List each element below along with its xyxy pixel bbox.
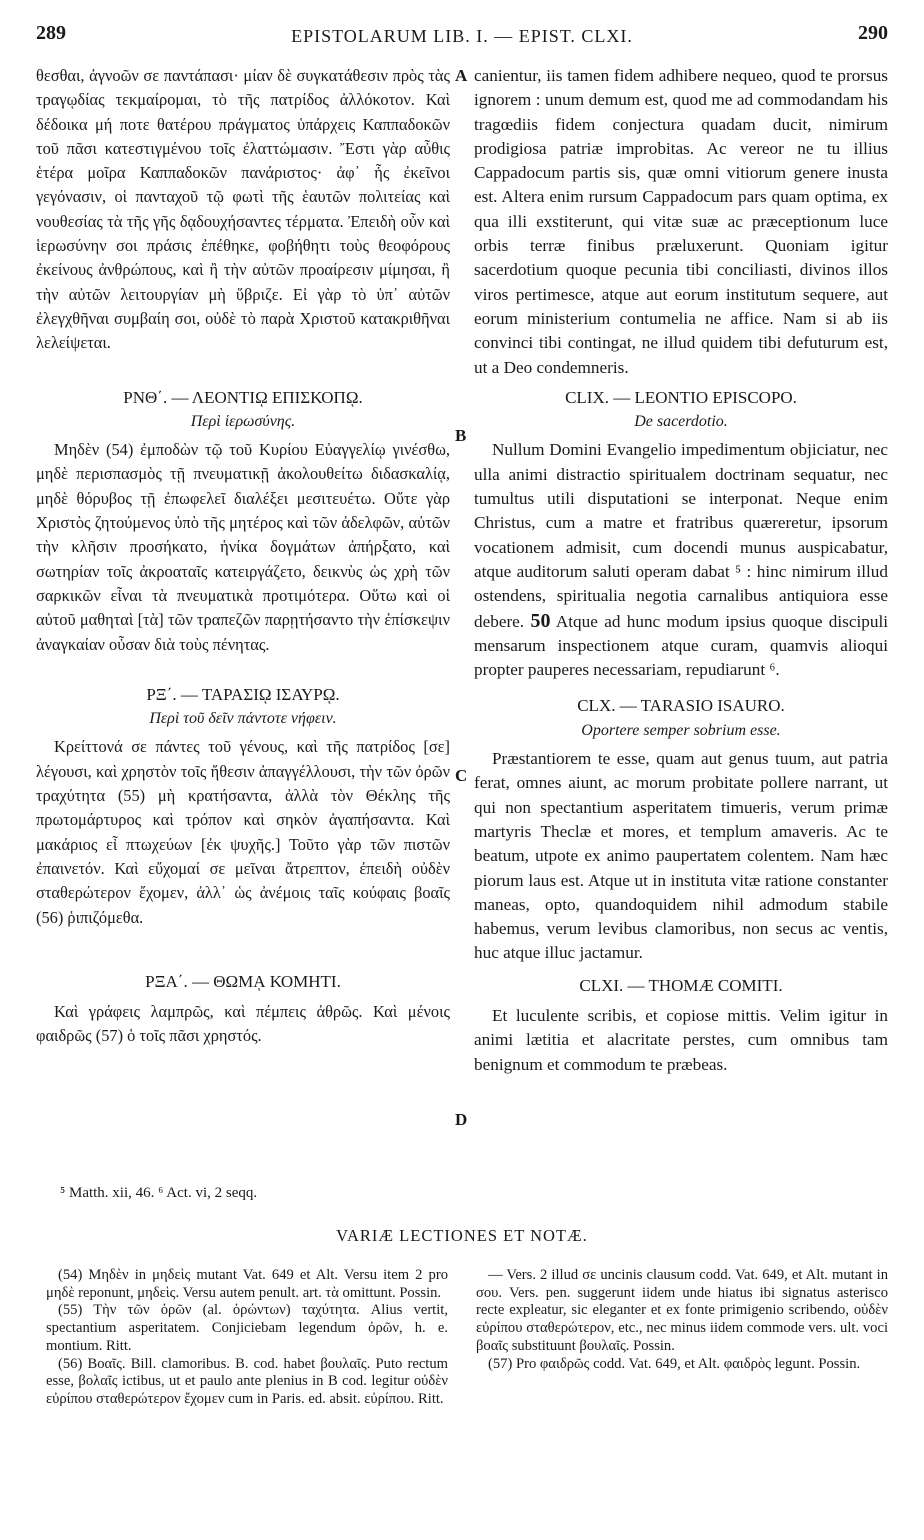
greek-column: [36, 64, 450, 1049]
latin-heading-159: CLIX. — LEONTIO EPISCOPO.: [565, 387, 797, 407]
notes-right-column: [476, 1267, 888, 1373]
latin-letter-159: [474, 438, 888, 682]
scripture-footnotes: ⁵ Matth. xii, 46. ⁶ Act. vi, 2 seqq.: [60, 1185, 258, 1201]
note-55: (55) Τὴν τῶν ὀρῶν (al. ὁρώντων) ταχύτητα. Alius vertit, spectantium asperitatem. Conjiciebam legendum ὀρῶν, h. e. montium. Ritt.: [46, 1302, 448, 1354]
greek-heading-159: ΡΝΘ΄. — ΛΕΟΝΤΙῼ ΕΠΙΣΚΟΠῼ.: [123, 387, 363, 407]
latin-letter-159-part2: Atque ad hunc modum ipsius quoque discipuli mensarum inspectionem atque curam, quamvis alioqui propter pauperes necessariam, repudiarunt ⁶.: [474, 611, 888, 680]
greek-heading-161: ΡΞΑ΄. — ΘΩΜᾼ ΚΟΜΗΤΙ.: [145, 971, 341, 991]
margin-letter-a: A: [455, 66, 468, 85]
latin-subheading-159: De sacerdotio.: [634, 413, 728, 431]
note-56: (56) Βοαῖς. Bill. clamoribus. B. cod. habet βουλαῖς. Puto rectum esse, βολαῖς ictibus, ut et paulo ante plenius in B cod. legitur οὐδὲν εὐρίπου σταθερώτερον ἔχομεν cum in Paris. ed. absit. εὐρίπου. Ritt.: [46, 1355, 448, 1407]
latin-letter-159-part1: Nullum Domini Evangelio impedimentum objiciatur, nec ulla animi distractio spiritualem doctrinam sequatur, nec tumultus utili disputationi se interponat. Neque enim Christus, cum a matre et fratribus quæreretur, ipsorum vocationem admisit, cum docendi munus auspicabatur, atque auditorum saluti operam dabat ⁵ : hinc nimirum illud ostendens, spiritualia negotia carnalibus antiquiora esse debere.: [474, 440, 888, 631]
greek-letter-159: Μηδὲν (54) ἐμποδὼν τῷ τοῦ Κυρίου Εὐαγγελίῳ γινέσθω, μηδὲ περισπασμὸς τῇ πνευματικῇ ἀκολουθείτω διδασκαλίᾳ, μηδὲ θόρυβος τῇ ἐπωφελεῖ διαλέξει μεσιτευέτω. Οὔτε γὰρ Χριστὸς ζητούμενος ὑπὸ τῆς μητέρος καὶ τῶν ἀδελφῶν, αὐτῶν τὴν κλῆσιν προσήκατο, ἡνίκα δογμάτων ἀπήρξατο, καὶ σωτηρίαν τοῖς ἀκροαταῖς κατειργάζετο, δεικνὺς ὡς χρὴ τῶν σαρκικῶν εἶναι τὰ πνευματικὰ προτιμότερα. Οὕτω καὶ οἱ αὐτοῦ μαθηταὶ [τὰ] τῶν τραπεζῶν παρῃτήσαντο τὴν ἐπίσκεψιν ἀναγκαίαν οὖσαν διὰ τοὺς πένητας.: [36, 440, 450, 654]
margin-letter-c: C: [455, 766, 468, 785]
edition-page-marker: 50: [530, 609, 551, 632]
latin-heading-160: CLX. — TARASIO ISAURO.: [577, 696, 785, 716]
greek-heading-160: ΡΞ΄. — ΤΑΡΑΣΙῼ ΙΣΑΥΡῼ.: [146, 684, 340, 704]
page-number-right: 290: [858, 22, 888, 44]
latin-letter-160: Præstantiorem te esse, quam aut genus tuum, aut patria ferat, omnes aiunt, ac morum probitate pollere narrant, ut qui non spectantium asperitatem timueris, verum primæ martyris Theclæ et mores, et templum amaveris. Ac te beatum, utpote ex animo paupertatem colentem. Nam hæc piorum laus est. Atque ut in instituta vitæ ratione constanter maneas, opto, quandoquidem nihil admodum stabile habemus, verum levibus clamoribus, non secus ac ventis, huc atque illuc jactamur.: [474, 749, 888, 963]
latin-heading-161: CLXI. — THOMÆ COMITI.: [579, 975, 783, 995]
margin-letter-d: D: [455, 1110, 468, 1129]
greek-subheading-159: Περὶ ἱερωσύνης.: [190, 412, 296, 430]
notes-title: VARIÆ LECTIONES ET NOTÆ.: [336, 1226, 588, 1245]
latin-letter-161: Et luculente scribis, et copiose mittis. Velim igitur in animi lætitia et alacritate perstes, cum omnibus tam benignum et commodum te præbeas.: [474, 1005, 888, 1074]
page-number-left: 289: [36, 22, 66, 44]
running-header: [36, 22, 888, 52]
note-vers: — Vers. 2 illud σε uncinis clausum codd. Vat. 649, et Alt. mutant in σου. Vers. pen. suggerunt iidem unde hiatus ibi signatus asterisco recte expleatur, sic eleganter et ex fonte primigenio scribendo, οὐδὲν εὐρίπου σταθερώτερον, etc., nec minus iidem commode vers. ult. voci βοαῖς substituunt βουλαῖς. Possin.: [476, 1267, 888, 1354]
notes-left-column: [46, 1267, 448, 1409]
latin-subheading-160: Oportere semper sobrium esse.: [581, 721, 781, 739]
greek-letter-161: Καὶ γράφεις λαμπρῶς, καὶ πέμπεις ἀθρῶς. Καὶ μένοις φαιδρῶς (57) ὁ τοῖς πᾶσι χρηστός.: [36, 1002, 450, 1046]
latin-column: [474, 64, 888, 1077]
margin-letter-b: B: [455, 426, 467, 445]
greek-letter-cont: θεσθαι, ἀγνοῶν σε παντάπασι· μίαν δὲ συγκατάθεσιν πρὸς τὰς τραγῳδίας τεκμαίρομαι, τὸ τῆς πατρίδος ἀλλόκοτον. Καὶ δέδοικα μή ποτε θατέρου πράγματος ὑπάρχεις Καππαδοκῶν τοῦ πᾶσι κατεστιγμένου τοῖς ἐλαττώμασιν. Ἔστι γὰρ αὖθις ἑτέρα μοῖρα Καππαδοκῶν πανάριστος· ἀφ᾽ ἧς ἐκεῖνοι γεγόνασιν, οἱ πανταχοῦ τῷ φωτὶ τῆς ἑαυτῶν πολιτείας καὶ νουθεσίας τὰ τῆς γῆς δᾳδουχήσαντες τέρματα. Ἐπειδὴ οὖν καὶ ἱερωσύνην σοι πράσις ἐπέθηκε, φοβήθητι τοὺς θεοφόρους ἐκείνους ἀνθρώπους, καὶ ἢ τὴν αὐτῶν προαίρεσιν μίμησαι, ἢ τὴν αὐτῶν λειτουργίαν μὴ ὕβριζε. Εἰ γὰρ τὸ ὑπ᾽ αὐτῶν ἐλεγχθῆναι συμβαίη σοι, οὐδὲ τὸ παρὰ Χριστοῦ κατακριθῆναι λελείψεται.: [36, 66, 450, 353]
note-57: (57) Pro φαιδρῶς codd. Vat. 649, et Alt. φαιδρὸς legunt. Possin.: [488, 1355, 861, 1372]
latin-letter-cont: canientur, iis tamen fidem adhibere nequeo, quod te prorsus ignorem : unum demum est, quod me ad commodandam his tragœdiis fidem conjectura quadam ducit, nimirum prodigiosa patriæ improbitas. Ac vereor ne tu illius Cappadocum partis sis, quæ omni vitiorum genere inusta est. Altera enim rursum Cappadocum pars quam optima, ex qua illi exstiterunt, qui vitæ suæ ac præceptionum luce orbis terræ finibus præluxerunt. Quoniam igitur sacerdotium quoque pecunia tibi conciliasti, divinos illos viros pertimesce, atque aut eorum institutum sequere, aut eorum ministerium contumelia ne affice. Nam si ab iis convinci tibi contingat, ne illud quidem tibi defuturum est, ut a Deo condemneris.: [474, 66, 888, 377]
greek-letter-160: Κρείττονά σε πάντες τοῦ γένους, καὶ τῆς πατρίδος [σε] λέγουσι, καὶ χρηστὸν τοῖς ἤθεσιν ἀπαγγέλλουσι, τὴν τῶν ὀρῶν τραχύτητα (55) μὴ κρατήσαντα, ἀλλὰ τὸν Θέκλης τῆς πρωτομάρτυρος καὶ τρόπον καὶ σηκὸν ἀγαπήσαντα. Καὶ μακάριος εἶ πτωχεύων [ἐκ ψυχῆς.] Τοῦτο γὰρ τῶν πιστῶν ἐπαινετόν. Καὶ εὔχομαί σε μεῖναι ἄτρεπτον, ἐπειδὴ οὐδὲν σταθερώτερον ἔχομεν, ἀλλ᾽ ὡς ἀνέμοις ταῖς κούφαις βοαῖς (56) ῥιπιζόμεθα.: [36, 737, 450, 927]
greek-subheading-160: Περὶ τοῦ δεῖν πάντοτε νήφειν.: [149, 710, 337, 728]
note-54: (54) Μηδὲν in μηδεὶς mutant Vat. 649 et Alt. Versu item 2 pro μηδὲ reponunt, μηδεὶς. Versu autem penult. art. τὰ omittunt. Possin.: [46, 1267, 448, 1301]
running-title: EPISTOLARUM LIB. I. — EPIST. CLXI.: [291, 26, 633, 46]
